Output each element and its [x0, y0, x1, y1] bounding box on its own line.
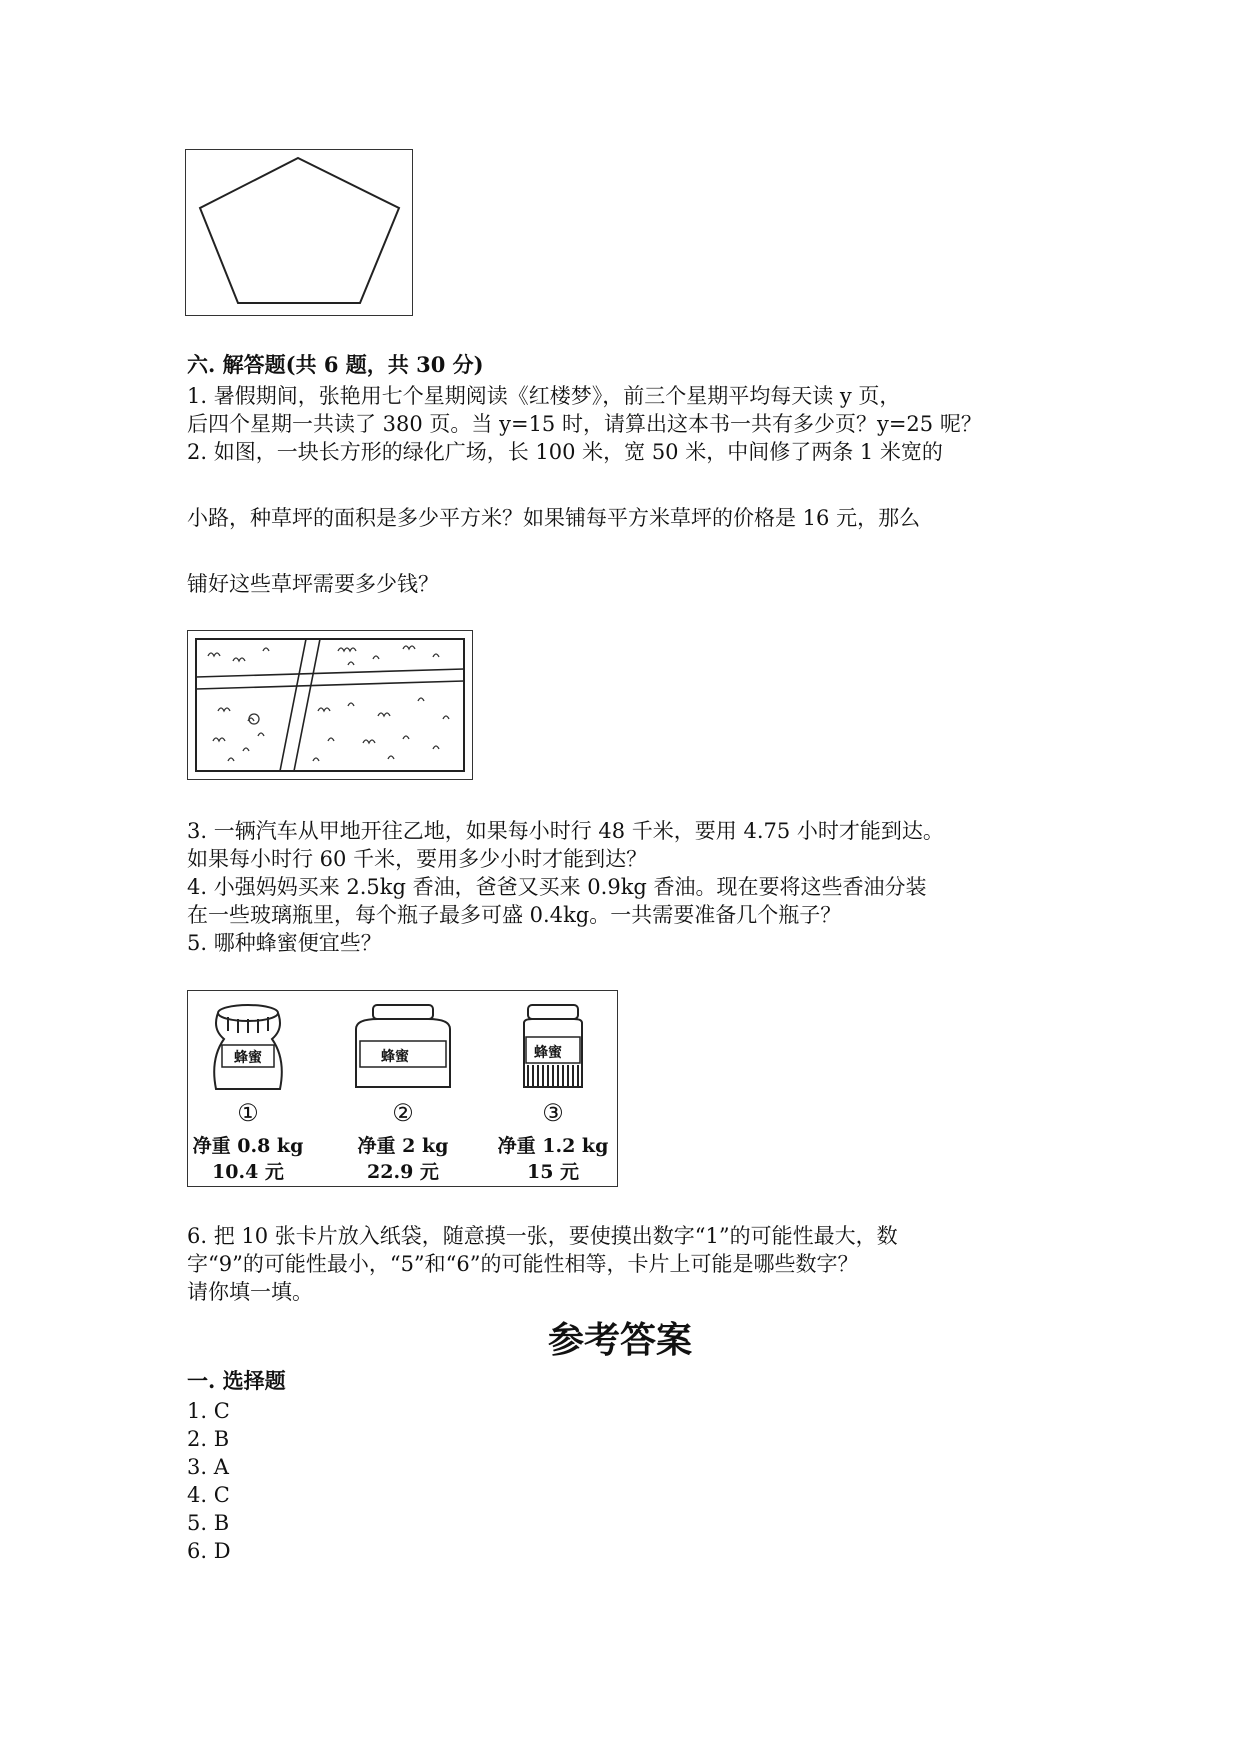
jar-3-price: 15 元 — [526, 1161, 580, 1183]
jar-1-price: 10.4 元 — [212, 1161, 284, 1183]
answers-section1-heading: 一. 选择题 — [187, 1368, 286, 1393]
q2-line-3: 铺好这些草坪需要多少钱？ — [187, 572, 439, 596]
q2-line-2: 小路，种草坪的面积是多少平方米？如果铺每平方米草坪的价格是 16 元，那么 — [187, 506, 921, 530]
q3-line-2: 如果每小时行 60 千米，要用多少小时才能到达？ — [187, 847, 648, 871]
honey-jar-1 — [188, 999, 308, 1098]
answer-item: 2. B — [187, 1427, 230, 1451]
answer-item: 5. B — [187, 1511, 230, 1535]
answers-title: 参考答案 — [547, 1320, 692, 1361]
answer-item: 4. C — [187, 1483, 230, 1507]
q6-line-1: 6. 把 10 张卡片放入纸袋，随意摸一张，要使摸出数字“1”的可能性最大，数 — [187, 1224, 898, 1248]
q1-line-1: 1. 暑假期间，张艳用七个星期阅读《红楼梦》，前三个星期平均每天读 y 页， — [187, 384, 901, 408]
q1-line-2: 后四个星期一共读了 380 页。当 y=15 时，请算出这本书一共有多少页？y=25 呢？ — [187, 412, 982, 436]
jar-2-label: 蜂蜜 — [381, 1049, 409, 1065]
section6-heading: 六. 解答题(共 6 题，共 30 分) — [187, 352, 484, 377]
plaza-drawing — [188, 631, 472, 779]
jar-1-weight: 净重 0.8 kg — [192, 1135, 304, 1157]
answer-item: 3. A — [187, 1455, 229, 1479]
jar-3-weight: 净重 1.2 kg — [497, 1135, 609, 1157]
pentagon-figure — [185, 149, 413, 316]
q6-line-3: 请你填一填。 — [187, 1280, 313, 1304]
jar-1-label: 蜂蜜 — [234, 1050, 262, 1066]
q2-line-1: 2. 如图，一块长方形的绿化广场，长 100 米，宽 50 米，中间修了两条 1 米宽的 — [187, 440, 943, 464]
q6-line-2: 字“9”的可能性最小，“5”和“6”的可能性相等，卡片上可能是哪些数字？ — [187, 1252, 859, 1276]
answer-item: 1. C — [187, 1399, 230, 1423]
jar-2-weight: 净重 2 kg — [357, 1135, 449, 1157]
q5-line-1: 5. 哪种蜂蜜便宜些？ — [187, 931, 382, 955]
jar-3-number: ③ — [542, 1099, 564, 1127]
honey-figure — [187, 990, 618, 1187]
pentagon-shape — [186, 150, 412, 315]
honey-jar-3 — [498, 999, 608, 1098]
jar-2-price: 22.9 元 — [367, 1161, 439, 1183]
jar-1-number: ① — [237, 1099, 259, 1127]
honey-jar-2 — [338, 999, 468, 1098]
answer-item: 6. D — [187, 1539, 231, 1563]
q3-line-1: 3. 一辆汽车从甲地开往乙地，如果每小时行 48 千米，要用 4.75 小时才能到达。 — [187, 819, 944, 843]
green-plaza-figure — [187, 630, 473, 780]
jar-3-label: 蜂蜜 — [534, 1045, 562, 1061]
jar-2-number: ② — [392, 1099, 414, 1127]
q4-line-1: 4. 小强妈妈买来 2.5kg 香油，爸爸又买来 0.9kg 香油。现在要将这些香油分装 — [187, 875, 927, 899]
q4-line-2: 在一些玻璃瓶里，每个瓶子最多可盛 0.4kg。一共需要准备几个瓶子？ — [187, 903, 842, 927]
